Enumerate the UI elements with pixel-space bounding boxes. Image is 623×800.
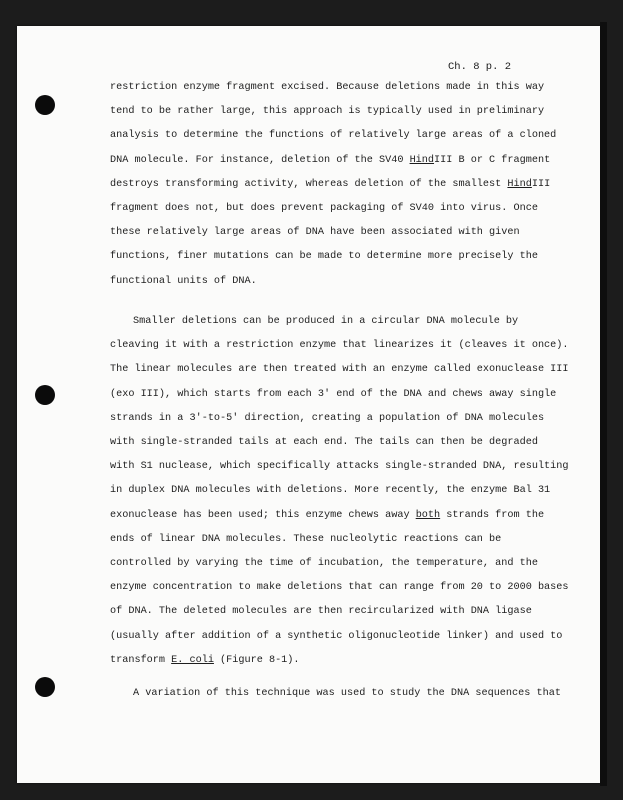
text-line: with single-stranded tails at each end. The tails can then be degraded (110, 437, 538, 449)
paragraph (110, 682, 561, 706)
text-line: A variation of this technique was used to study the DNA sequences that (133, 688, 561, 699)
paragraph (110, 310, 569, 673)
underlined-term: both (415, 509, 441, 521)
text-line: enzyme concentration to make deletions that can range from 20 to 2000 bases (110, 582, 569, 594)
text-line: analysis to determine the functions of relatively large areas of a cloned (110, 130, 557, 142)
text-line: Smaller deletions can be produced in a circular DNA molecule by (133, 316, 519, 327)
text-line: in duplex DNA molecules with deletions. More recently, the enzyme Bal 31 (110, 485, 551, 497)
text-line: The linear molecules are then treated with an enzyme called exonuclease III (110, 364, 569, 376)
text-line: strands in a 3'-to-5' direction, creating a population of DNA molecules (110, 412, 545, 424)
text-line: with S1 nuclease, which specifically attacks single-stranded DNA, resulting (110, 461, 569, 473)
text-line: functional units of DNA. (110, 275, 257, 287)
text-line: these relatively large areas of DNA have been associated with given (110, 227, 520, 239)
text-line: (exo III), which starts from each 3' end of the DNA and chews away single (110, 388, 557, 400)
binder-hole-icon (35, 385, 55, 405)
underlined-term: E. coli (171, 654, 214, 666)
text-line: cleaving it with a restriction enzyme that linearizes it (cleaves it once). (110, 340, 569, 352)
binder-hole-icon (35, 677, 55, 697)
text-line: tend to be rather large, this approach is typically used in preliminary (110, 106, 545, 118)
text-line: DNA molecule. For instance, deletion of the SV40 HindIII B or C fragment (110, 154, 551, 166)
underlined-term: Hind (409, 154, 435, 166)
text-line: ends of linear DNA molecules. These nucleolytic reactions can be (110, 533, 502, 545)
text-line: destroys transforming activity, whereas deletion of the smallest HindIII (110, 178, 551, 190)
text-line: controlled by varying the time of incubation, the temperature, and the (110, 558, 538, 570)
page-edge-shadow (600, 22, 607, 786)
text-line: of DNA. The deleted molecules are then recircularized with DNA ligase (110, 606, 532, 618)
text-line: transform E. coli (Figure 8-1). (110, 654, 300, 666)
page-header: Ch. 8 p. 2 (448, 61, 512, 73)
text-line: fragment does not, but does prevent packaging of SV40 into virus. Once (110, 203, 538, 215)
binder-hole-icon (35, 95, 55, 115)
text-line: exonuclease has been used; this enzyme chews away both strands from the (110, 509, 545, 521)
text-line: restriction enzyme fragment excised. Because deletions made in this way (110, 82, 545, 93)
paragraph (110, 76, 557, 294)
text-line: functions, finer mutations can be made to determine more precisely the (110, 251, 538, 263)
text-line: (usually after addition of a synthetic oligonucleotide linker) and used to (110, 630, 563, 642)
underlined-term: Hind (507, 178, 532, 190)
